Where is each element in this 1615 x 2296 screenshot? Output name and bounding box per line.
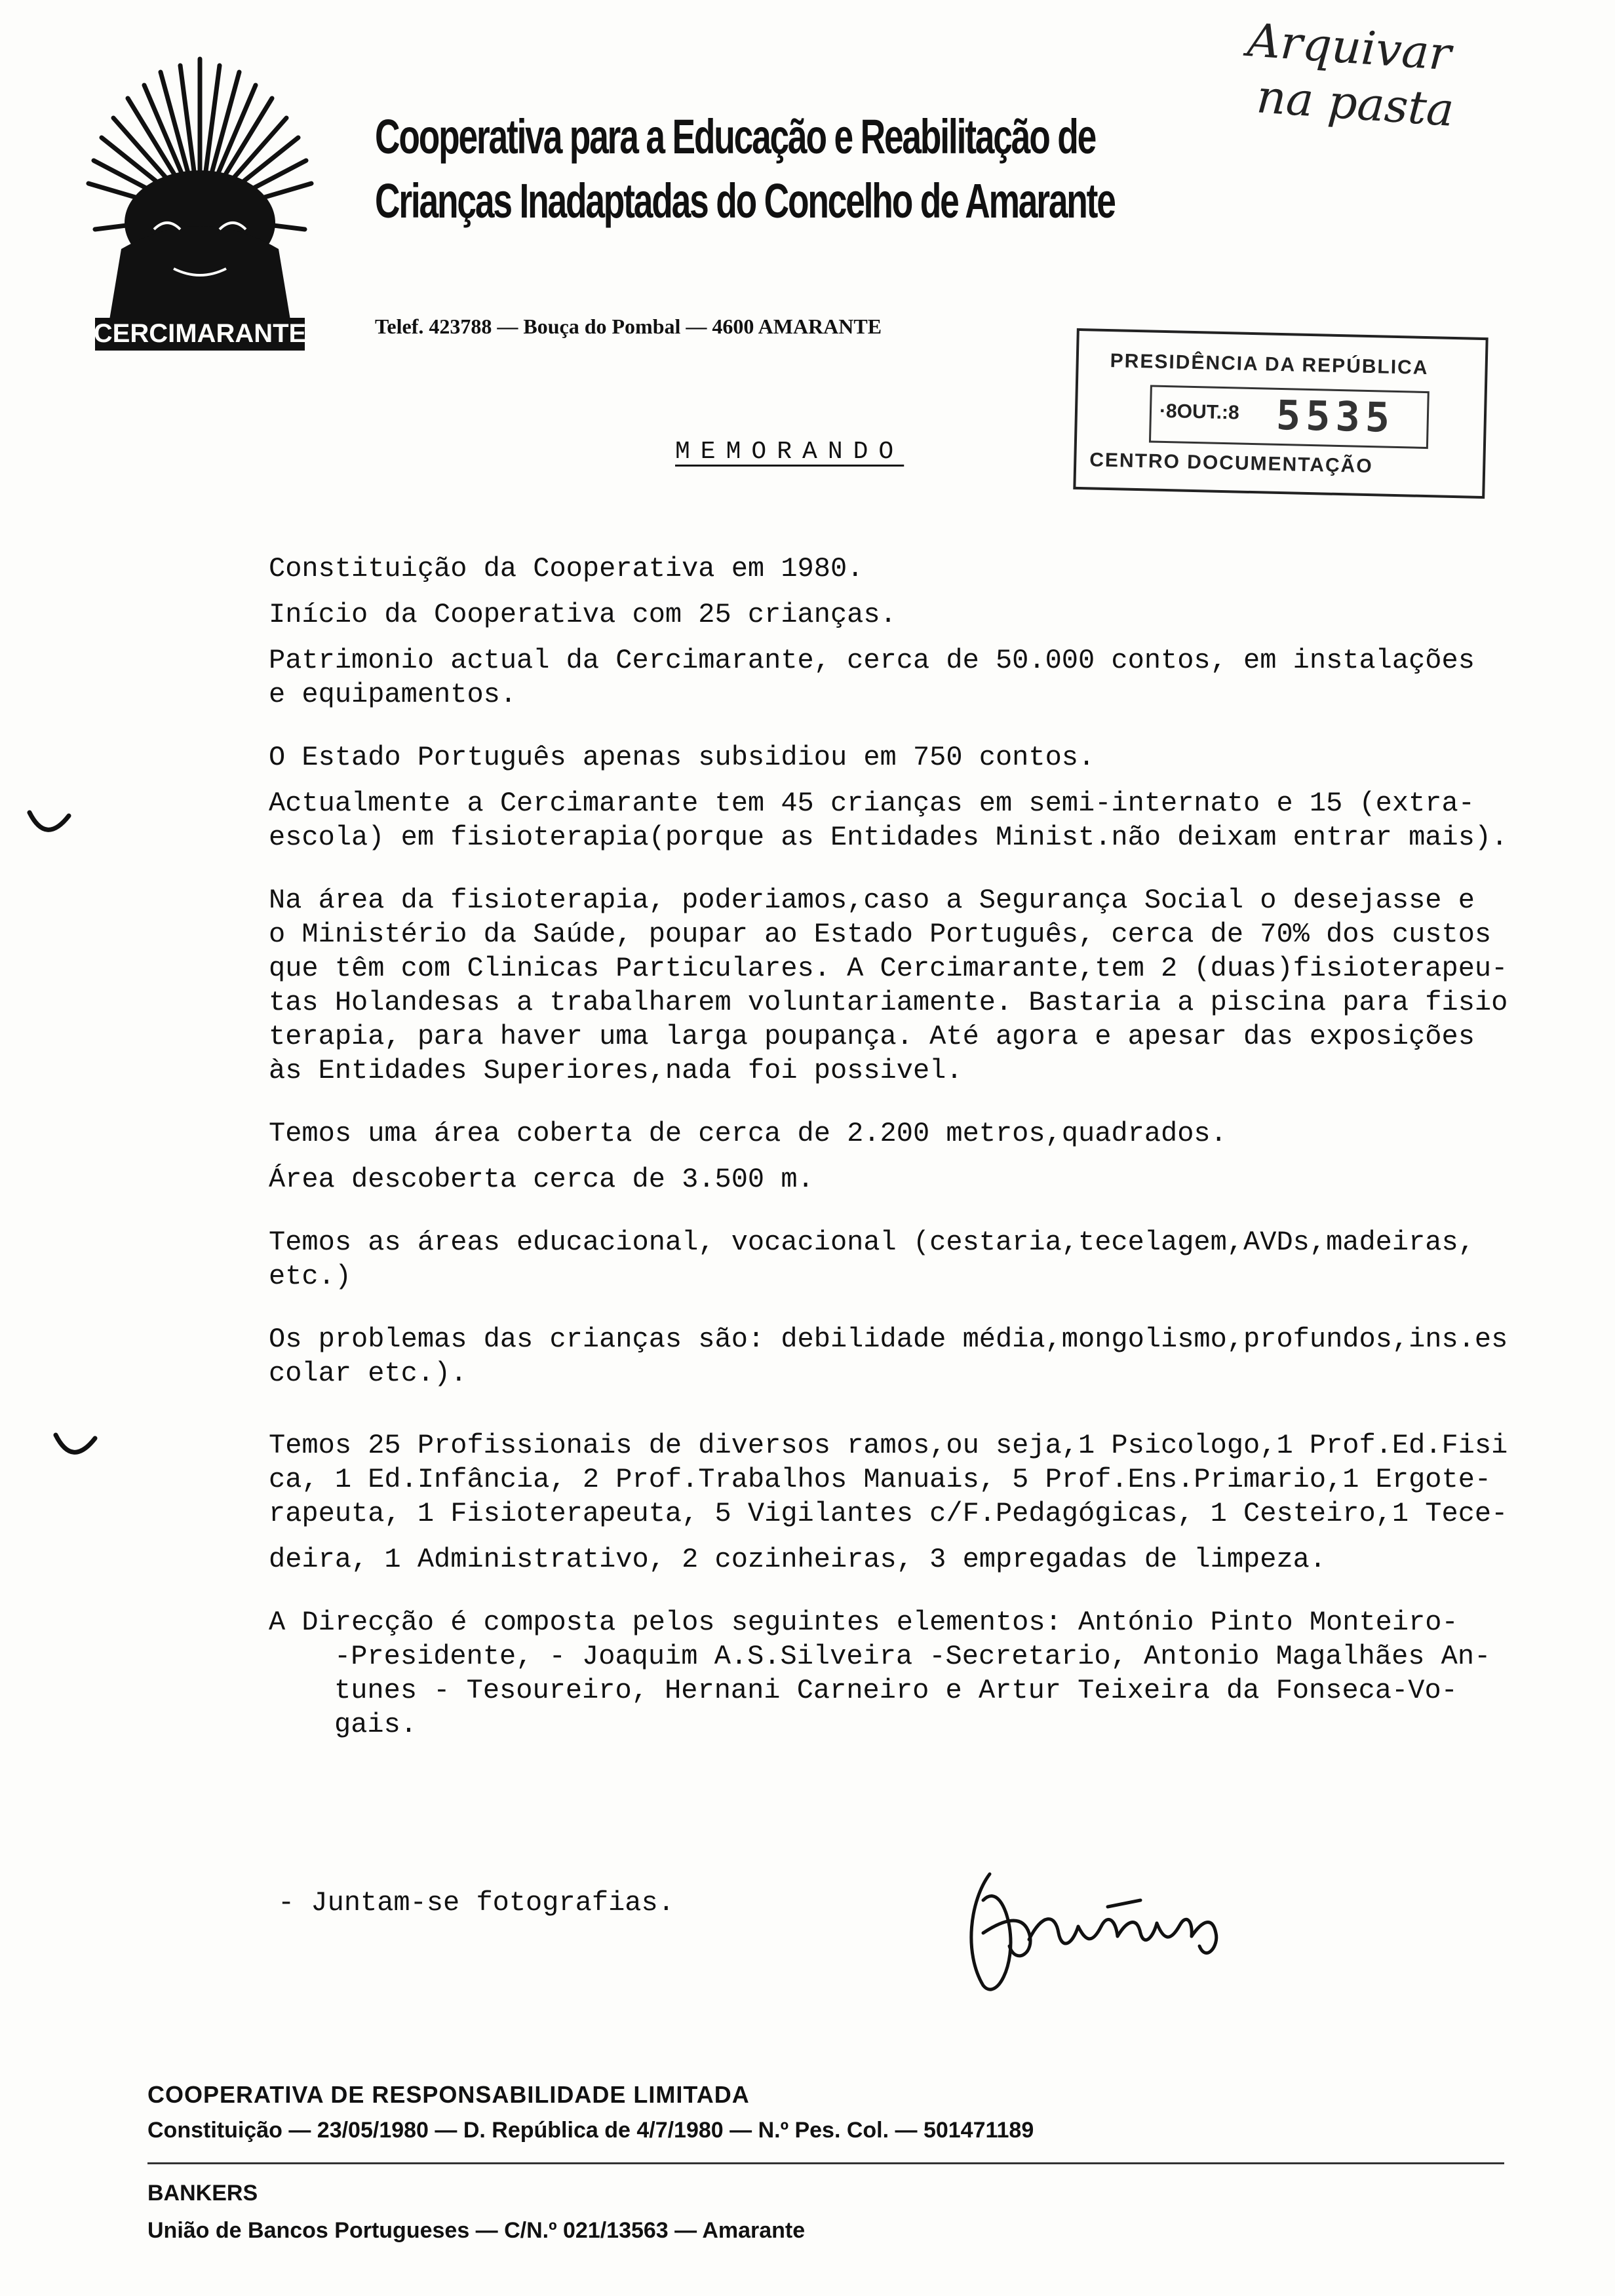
attachments-note: - Juntam-se fotografias. bbox=[278, 1887, 674, 1919]
memo-paragraph: Início da Cooperativa com 25 crianças. bbox=[269, 599, 897, 630]
stamp-institution: PRESIDÊNCIA DA REPÚBLICA bbox=[1110, 350, 1429, 379]
memo-body bbox=[269, 552, 1615, 1920]
footer-constitution: Constituição — 23/05/1980 — D. República de 4/7/1980 — N.º Pes. Col. — 501471189 bbox=[147, 2118, 1034, 2143]
memo-paragraph: Temos 25 Profissionais de diversos ramos,ou seja,1 Psicologo,1 Prof.Ed.Fisi ca, 1 Ed.Infância, 2 Prof.Trabalhos Manuais, 5 Prof.Ens.Primario,1 Ergote- rapeuta, 1 Fisioterapeuta, 5 Vigilantes c/F.Pedagógicas, 1 Cesteiro,1 Tece- bbox=[269, 1430, 1508, 1529]
footer-divider bbox=[147, 2162, 1504, 2164]
direction-paragraph bbox=[269, 1605, 1615, 1742]
stamp-date-box bbox=[1149, 385, 1430, 449]
punch-hole-mark bbox=[20, 799, 79, 852]
memo-paragraph: Os problemas das crianças são: debilidade média,mongolismo,profundos,ins.es colar etc.). bbox=[269, 1324, 1508, 1389]
cercimarante-logo bbox=[82, 52, 318, 354]
letterhead-contact: Telef. 423788 — Bouça do Pombal — 4600 AMARANTE bbox=[375, 315, 882, 338]
footer-bank-info: União de Bancos Portugueses — C/N.º 021/13563 — Amarante bbox=[147, 2218, 806, 2243]
memo-paragraph: Actualmente a Cercimarante tem 45 crianças em semi-internato e 15 (extra- escola) em fisioterapia(porque as Entidades Minist.não deixam entrar mais). bbox=[269, 788, 1508, 853]
memo-paragraph: deira, 1 Administrativo, 2 cozinheiras, 3 empregadas de limpeza. bbox=[269, 1544, 1327, 1575]
reception-stamp bbox=[1073, 328, 1488, 499]
stamp-number: 5535 bbox=[1275, 391, 1396, 442]
memo-paragraph: O Estado Português apenas subsidiou em 750 contos. bbox=[269, 742, 1095, 773]
cooperative-name-line2: Crianças Inadaptadas do Concelho de Amarante bbox=[375, 174, 1115, 228]
memo-paragraph: Temos as áreas educacional, vocacional (cestaria,tecelagem,AVDs,madeiras, etc.) bbox=[269, 1227, 1475, 1292]
memo-paragraph: Na área da fisioterapia, poderiamos,caso a Segurança Social o desejasse e o Ministério da Saúde, poupar ao Estado Português, cerca de 70% dos custos que têm com Clinicas Particulares. A Cercimarante,tem 2 (duas)fisioterapeu- tas Holandesas a trabalharem voluntariamente. Bastaria a piscina para fisio terapia, para haver uma larga poupança. Até agora e apesar das exposições às Entidades Superiores,nada foi possivel. bbox=[269, 885, 1508, 1086]
punch-hole-mark bbox=[46, 1422, 105, 1474]
direction-members: -Presidente, - Joaquim A.S.Silveira -Secretario, Antonio Magalhães An- tunes - Tesoureiro, Hernani Carneiro e Artur Teixeira da Fonseca-Vo- gais. bbox=[334, 1641, 1491, 1740]
cooperative-name-line1: Cooperativa para a Educação e Reabilitação de bbox=[375, 109, 1096, 164]
stamp-department: CENTRO DOCUMENTAÇÃO bbox=[1089, 449, 1374, 478]
direction-first-line: A Direcção é composta pelos seguintes elementos: António Pinto Monteiro- bbox=[269, 1607, 1458, 1638]
memo-paragraph: Constituição da Cooperativa em 1980. bbox=[269, 553, 864, 584]
stamp-date: ·8OUT.:8 bbox=[1159, 400, 1240, 424]
memo-paragraph: Área descoberta cerca de 3.500 m. bbox=[269, 1164, 814, 1195]
cooperative-name bbox=[375, 105, 1115, 233]
handwritten-note-line1: Arquivar bbox=[1245, 12, 1453, 81]
logo-text: CERCIMARANTE bbox=[93, 319, 307, 348]
footer-title: COOPERATIVA DE RESPONSABILIDADE LIMITADA bbox=[147, 2081, 750, 2108]
memo-paragraph: Patrimonio actual da Cercimarante, cerca de 50.000 contos, em instalações e equipamentos. bbox=[269, 645, 1475, 710]
memo-title: MEMORANDO bbox=[675, 438, 905, 466]
handwritten-note-line2: na pasta bbox=[1255, 69, 1456, 138]
memo-paragraph: Temos uma área coberta de cerca de 2.200 metros,quadrados. bbox=[269, 1118, 1227, 1149]
handwritten-note bbox=[1241, 12, 1459, 138]
footer-bankers-label: BANKERS bbox=[147, 2181, 258, 2206]
signature bbox=[944, 1848, 1258, 2005]
